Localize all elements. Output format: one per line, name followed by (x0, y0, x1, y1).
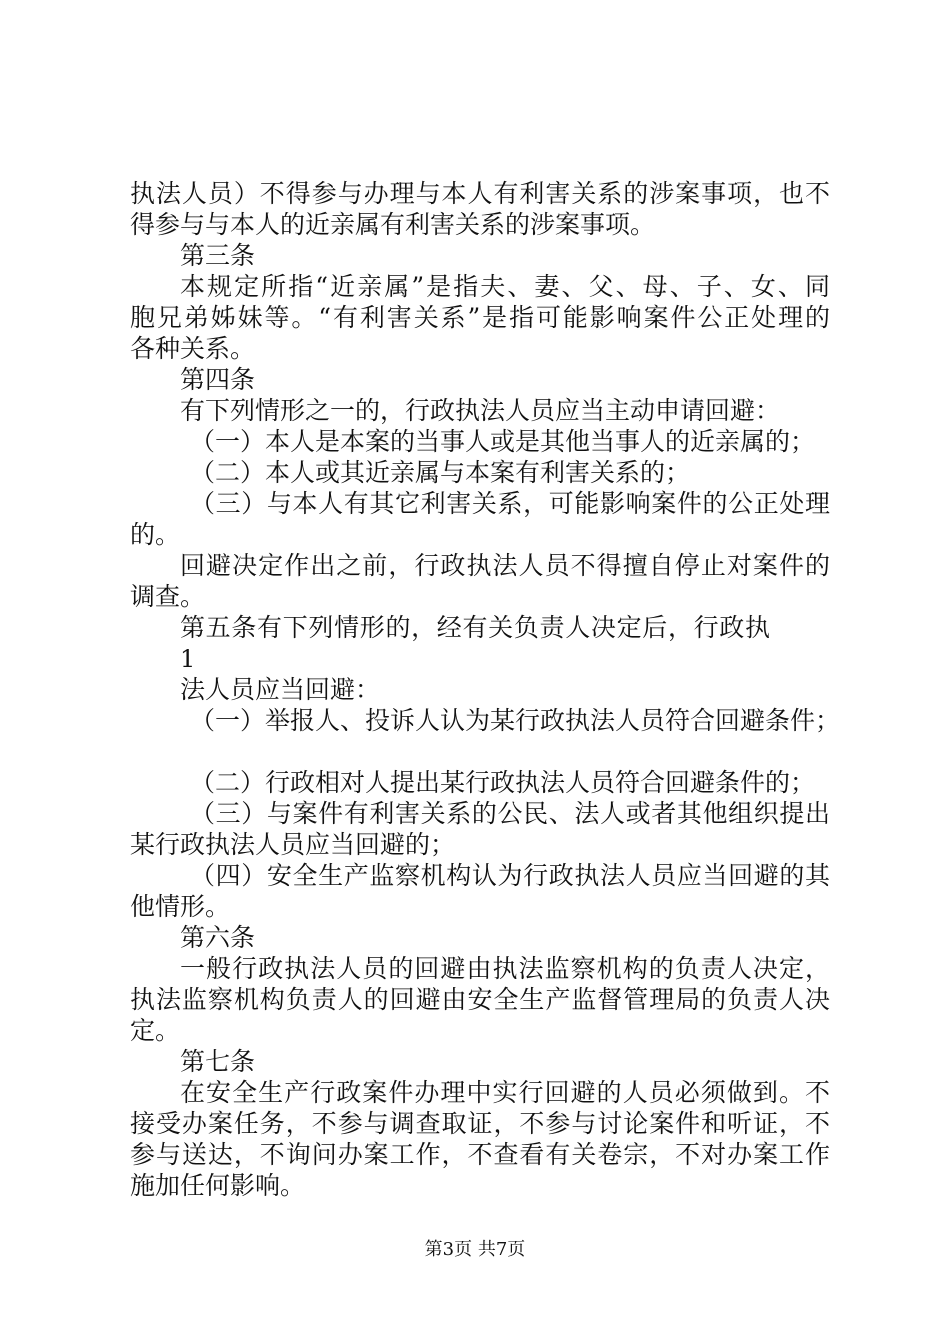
body-line: 参与送达，不询问办案工作，不查看有关卷宗，不对办案工作 (130, 1140, 830, 1169)
body-line: 某行政执法人员应当回避的； (130, 830, 456, 859)
body-line: 的。 (130, 520, 181, 549)
body-line: 回避决定作出之前，行政执法人员不得擅自停止对案件的 (180, 551, 830, 580)
body-line: 法人员应当回避： (180, 675, 381, 704)
list-item: （一）举报人、投诉人认为某行政执法人员符合回避条件； (190, 706, 841, 735)
body-line: 执法人员）不得参与办理与本人有利害关系的涉案事项，也不 (130, 179, 830, 208)
body-line: 接受办案任务，不参与调查取证，不参与讨论案件和听证，不 (130, 1109, 830, 1138)
page-footer: 第3页 共7页 (424, 1239, 526, 1260)
list-item: （二）本人或其近亲属与本案有利害关系的； (190, 458, 691, 487)
body-line: 本规定所指“近亲属”是指夫、妻、父、母、子、女、同 (180, 272, 830, 301)
body-line: 他情形。 (130, 892, 231, 921)
list-item: （一）本人是本案的当事人或是其他当事人的近亲属的； (190, 427, 816, 456)
body-line: 一般行政执法人员的回避由执法监察机构的负责人决定， (180, 954, 830, 983)
body-line: 在安全生产行政案件办理中实行回避的人员必须做到。不 (180, 1078, 830, 1107)
article-heading: 第四条 (180, 365, 256, 394)
article-heading: 第六条 (180, 923, 256, 952)
article-heading: 第七条 (180, 1047, 256, 1076)
body-line: 定。 (130, 1016, 181, 1045)
list-item: （四）安全生产监察机构认为行政执法人员应当回避的其 (190, 861, 830, 890)
body-line: 胞兄弟姊妹等。“有利害关系”是指可能影响案件公正处理的 (130, 303, 830, 332)
list-item: （二）行政相对人提出某行政执法人员符合回避条件的； (190, 768, 816, 797)
article-heading: 第三条 (180, 241, 256, 270)
list-item: （三）与案件有利害关系的公民、法人或者其他组织提出 (190, 799, 830, 828)
body-line: 有下列情形之一的，行政执法人员应当主动申请回避： (180, 396, 781, 425)
inline-page-number: 1 (180, 645, 196, 673)
article-heading-inline: 第五条有下列情形的，经有关负责人决定后，行政执 (180, 613, 770, 642)
list-item: （三）与本人有其它利害关系，可能影响案件的公正处理 (190, 489, 830, 518)
body-line: 各种关系。 (130, 334, 256, 363)
body-line: 得参与与本人的近亲属有利害关系的涉案事项。 (130, 210, 656, 239)
body-line: 施加任何影响。 (130, 1171, 306, 1200)
body-line: 调查。 (130, 582, 206, 611)
body-line: 执法监察机构负责人的回避由安全生产监督管理局的负责人决 (130, 985, 830, 1014)
